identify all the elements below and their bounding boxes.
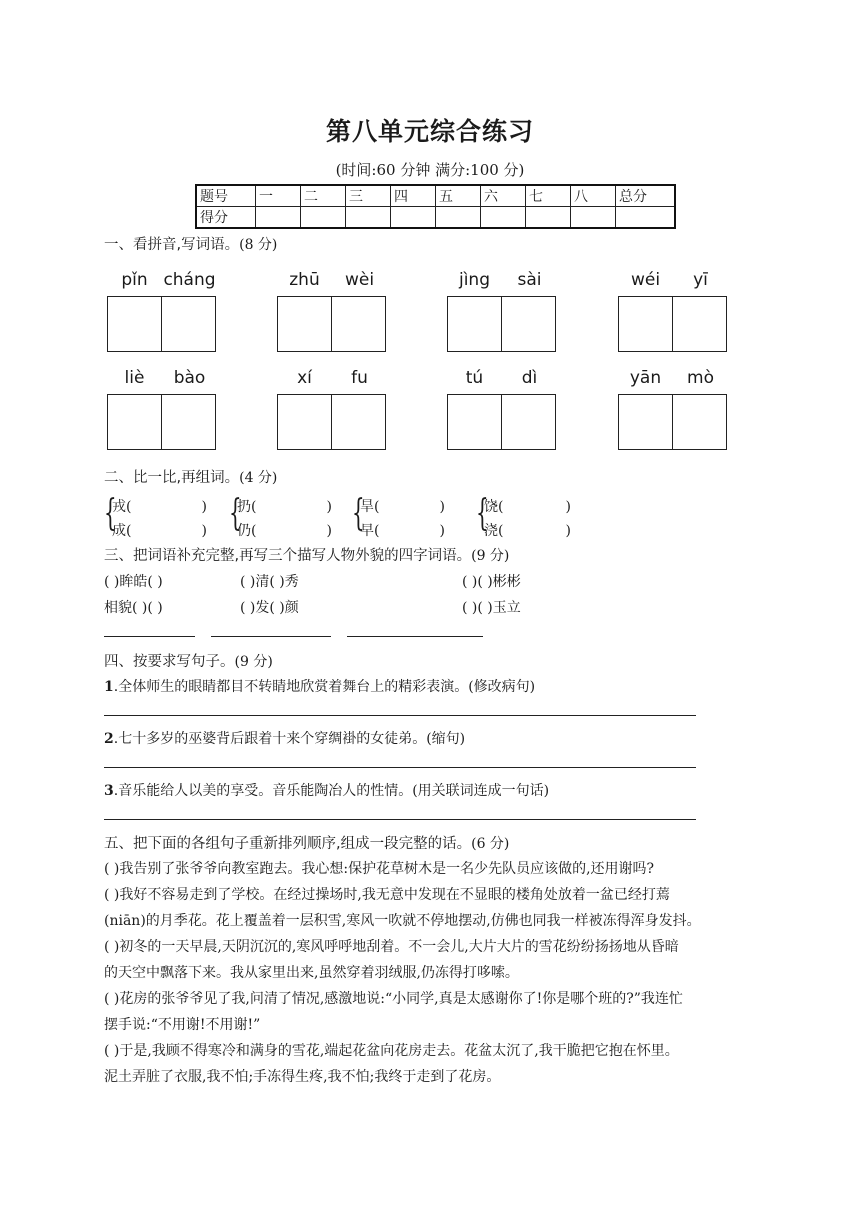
pinyin-syllable: tú (465, 368, 484, 388)
writing-box[interactable] (501, 297, 555, 351)
pinyin-syllable: bào (173, 368, 206, 388)
score-input-cell[interactable] (526, 207, 571, 229)
score-input-cell[interactable] (256, 207, 301, 229)
compare-char: 戎( (112, 499, 132, 515)
question-item: 2.七十多岁的巫婆背后跟着十来个穿绸褂的女徒弟。(缩句) (104, 731, 466, 747)
writing-box[interactable] (448, 297, 501, 351)
idiom-fill[interactable]: ( )眸皓( ) (104, 574, 163, 590)
passage-line: (niān)的月季花。花上覆盖着一层积雪,寒风一吹就不停地摆动,仿佛也同我一样被冻得浑身发抖。 (104, 913, 701, 929)
compare-char: 浇( (484, 523, 504, 539)
passage-line: 摆手说:“不用谢!不用谢!” (104, 1017, 261, 1033)
score-header-cell: 二 (301, 185, 346, 207)
brace-icon: { (229, 493, 242, 534)
passage-line: ( )初冬的一天早晨,天阴沉沉的,寒风呼呼地刮着。不一会儿,大片大片的雪花纷纷扬扬地从昏暗 (104, 939, 679, 955)
brace-icon: { (476, 493, 489, 534)
section1-heading: 一、看拼音,写词语。(8 分) (104, 237, 278, 253)
writing-box[interactable] (331, 297, 385, 351)
pinyin-syllable: fu (351, 368, 368, 388)
section5-heading: 五、把下面的各组句子重新排列顺序,组成一段完整的话。(6 分) (104, 836, 510, 852)
answer-line[interactable] (211, 636, 331, 637)
pinyin-syllable: yī (693, 270, 708, 290)
score-header-cell: 题号 (196, 185, 256, 207)
question-item: 3.音乐能给人以美的享受。音乐能陶冶人的性情。(用关联词连成一句话) (104, 783, 550, 799)
pinyin-syllable: zhū (289, 270, 320, 290)
answer-line[interactable] (104, 636, 195, 637)
passage-line: ( )我告别了张爷爷向教室跑去。我心想:保护花草树木是一名少先队员应该做的,还用谢吗? (104, 861, 655, 877)
compare-char: 旱( (360, 499, 380, 515)
answer-line[interactable] (104, 819, 696, 820)
score-input-cell[interactable] (616, 207, 676, 229)
passage-line: ( )于是,我顾不得寒冷和满身的雪花,端起花盆向花房走去。花盆太沉了,我干脆把它抱在怀里。 (104, 1043, 679, 1059)
pinyin-syllable: jìng (458, 270, 490, 290)
brace-icon: { (352, 493, 365, 534)
page-subtitle: (时间:60 分钟 满分:100 分) (335, 161, 525, 179)
section3-heading: 三、把词语补充完整,再写三个描写人物外貌的四字词语。(9 分) (104, 548, 510, 564)
score-row-label: 得分 (196, 207, 256, 229)
compare-char: 早( (360, 523, 380, 539)
idiom-fill[interactable]: ( )清( )秀 (240, 574, 299, 590)
writing-box[interactable] (501, 395, 555, 449)
score-header-cell: 总分 (616, 185, 676, 207)
section4-heading: 四、按要求写句子。(9 分) (104, 654, 273, 670)
pinyin-group (107, 368, 217, 450)
compare-char: 仍( (237, 523, 257, 539)
passage-line: ( )花房的张爷爷见了我,问清了情况,感激地说:“小同学,真是太感谢你了!你是哪个班的?”我连忙 (104, 991, 683, 1007)
pinyin-group (107, 270, 217, 352)
writing-box[interactable] (672, 395, 726, 449)
compare-char: 成( (112, 523, 132, 539)
pinyin-syllable: pǐn (121, 270, 148, 290)
writing-box[interactable] (619, 395, 672, 449)
score-header-cell: 八 (571, 185, 616, 207)
writing-box[interactable] (161, 395, 215, 449)
answer-line[interactable] (104, 715, 696, 716)
score-table-header-row (196, 185, 675, 207)
writing-box[interactable] (331, 395, 385, 449)
pinyin-syllable: dì (521, 368, 538, 388)
score-input-cell[interactable] (481, 207, 526, 229)
idiom-fill[interactable]: ( )( )玉立 (462, 600, 521, 616)
pinyin-syllable: liè (124, 368, 145, 388)
score-header-cell: 一 (256, 185, 301, 207)
score-header-cell: 五 (436, 185, 481, 207)
compare-char: 饶( (484, 499, 504, 515)
score-header-cell: 三 (346, 185, 391, 207)
score-input-cell[interactable] (391, 207, 436, 229)
compare-char: 扔( (237, 499, 257, 515)
pinyin-group (447, 270, 557, 352)
pinyin-syllable: sài (517, 270, 542, 290)
writing-box[interactable] (448, 395, 501, 449)
writing-box[interactable] (278, 297, 331, 351)
idiom-fill[interactable]: ( )( )彬彬 (462, 574, 521, 590)
question-item: 1.全体师生的眼睛都目不转睛地欣赏着舞台上的精彩表演。(修改病句) (104, 679, 536, 695)
pinyin-syllable: cháng (163, 270, 216, 290)
passage-line: ( )我好不容易走到了学校。在经过操场时,我无意中发现在不显眼的楼角处放着一盆已经打蔫 (104, 887, 670, 903)
pinyin-group (618, 368, 728, 450)
pinyin-group (277, 270, 387, 352)
score-input-cell[interactable] (346, 207, 391, 229)
answer-line[interactable] (104, 767, 696, 768)
score-table-score-row (196, 207, 675, 229)
score-header-cell: 四 (391, 185, 436, 207)
pinyin-group (447, 368, 557, 450)
pinyin-group (277, 368, 387, 450)
writing-box[interactable] (108, 395, 161, 449)
score-input-cell[interactable] (436, 207, 481, 229)
brace-icon: { (104, 493, 117, 534)
score-input-cell[interactable] (301, 207, 346, 229)
pinyin-syllable: wéi (630, 270, 661, 290)
pinyin-group (618, 270, 728, 352)
score-table (195, 184, 676, 229)
answer-line[interactable] (347, 636, 483, 637)
passage-line: 的天空中飘落下来。我从家里出来,虽然穿着羽绒服,仍冻得打哆嗦。 (104, 965, 519, 981)
pinyin-syllable: xí (297, 368, 312, 388)
pinyin-syllable: mò (687, 368, 714, 388)
score-header-cell: 六 (481, 185, 526, 207)
page-title: 第八单元综合练习 (325, 117, 534, 146)
writing-box[interactable] (108, 297, 161, 351)
writing-box[interactable] (161, 297, 215, 351)
section2-heading: 二、比一比,再组词。(4 分) (104, 470, 278, 486)
idiom-fill[interactable]: 相貌( )( ) (104, 600, 163, 616)
pinyin-syllable: wèi (344, 270, 375, 290)
score-input-cell[interactable] (571, 207, 616, 229)
score-header-cell: 七 (526, 185, 571, 207)
writing-box[interactable] (619, 297, 672, 351)
writing-box[interactable] (672, 297, 726, 351)
pinyin-syllable: yān (629, 368, 662, 388)
passage-line: 泥土弄脏了衣服,我不怕;手冻得生疼,我不怕;我终于走到了花房。 (104, 1069, 501, 1085)
idiom-fill[interactable]: ( )发( )颜 (240, 600, 299, 616)
writing-box[interactable] (278, 395, 331, 449)
